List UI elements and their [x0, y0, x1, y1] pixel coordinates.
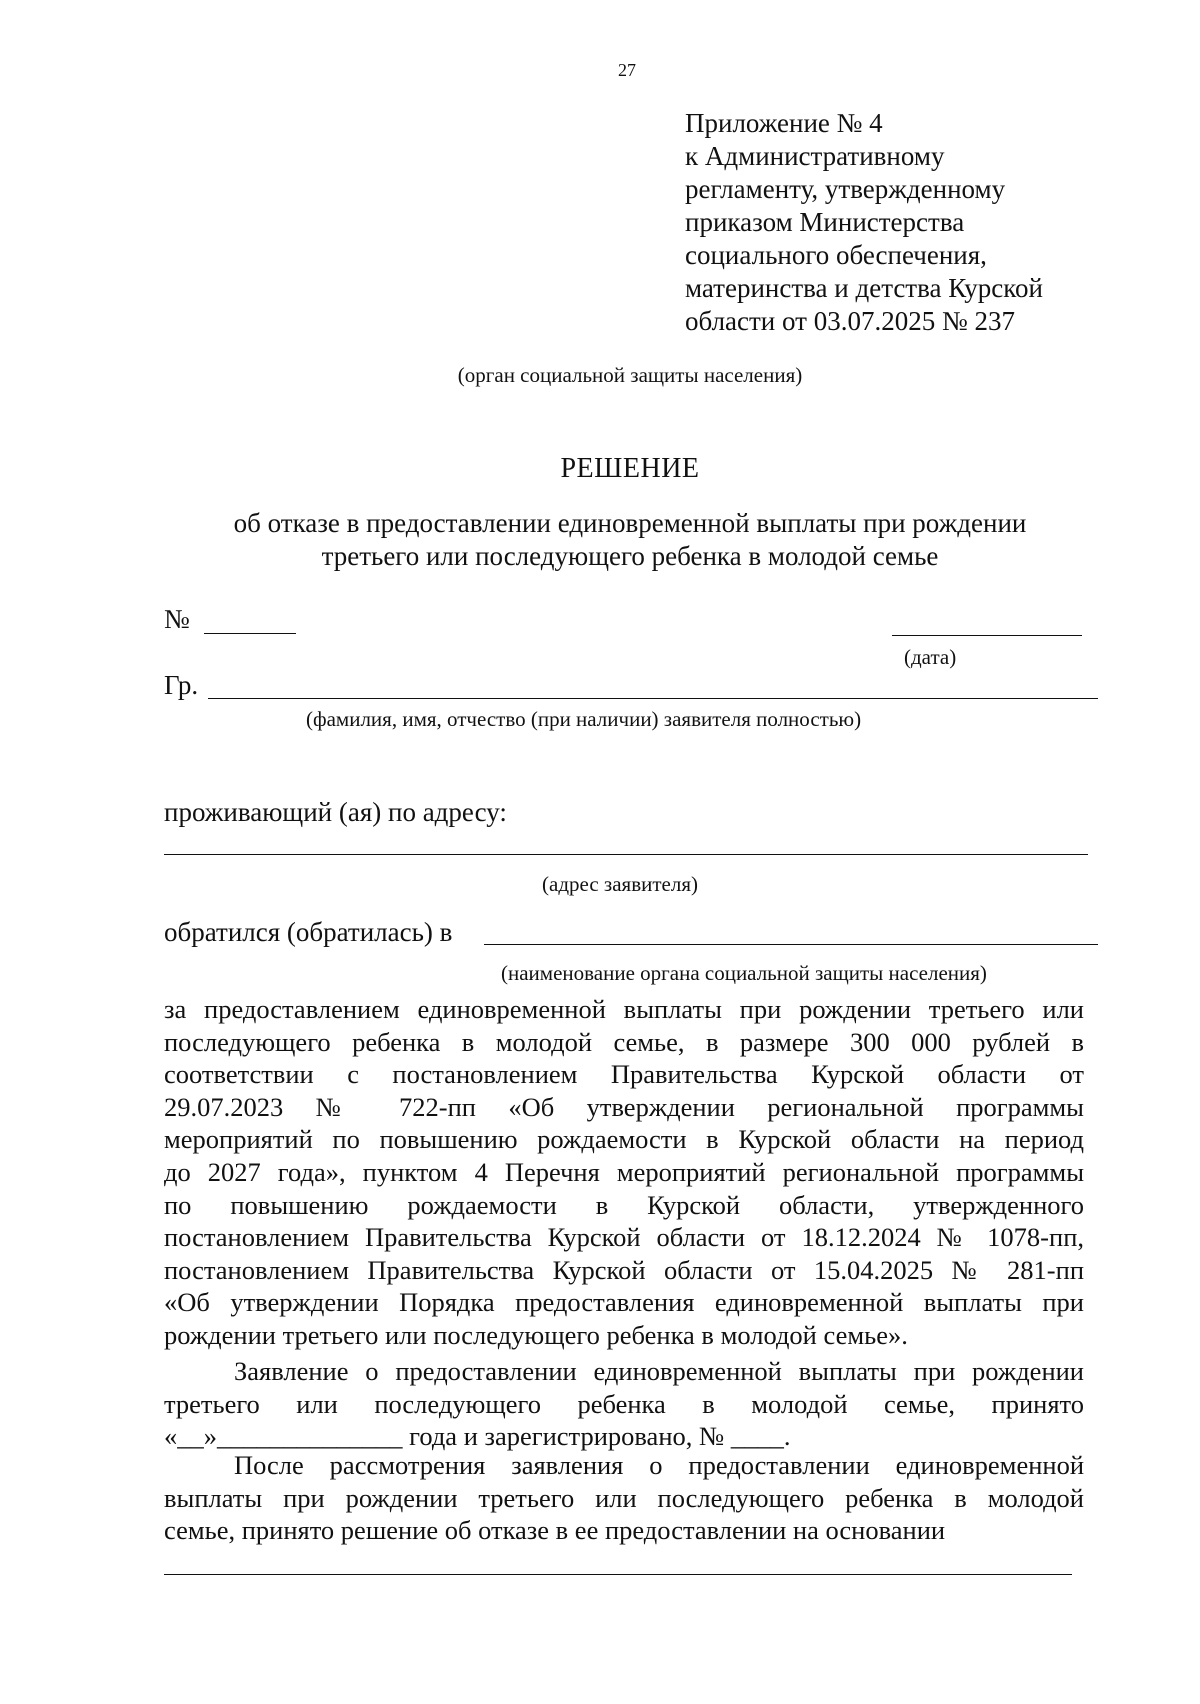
appendix-line: Приложение № 4	[685, 108, 883, 138]
appendix-line: приказом Министерства	[685, 207, 965, 237]
appendix-line: материнства и детства Курской	[685, 273, 1043, 303]
appendix-line: регламенту, утвержденному	[685, 174, 1006, 204]
grounds-line[interactable]	[164, 1574, 1072, 1575]
paragraph-line: выплаты при рождении третьего или последующего ребенка в молодой	[164, 1482, 1084, 1513]
paragraph-line: постановлением Правительства Курской области от 18.12.2024 № 1078-пп,	[164, 1222, 1084, 1253]
paragraph-line: После рассмотрения заявления о предоставлении единовременной	[234, 1450, 1084, 1480]
paragraph-line: соответствии с постановлением Правительства Курской области от	[164, 1059, 1084, 1090]
paragraph-line: «__»______________ года и зарегистрировано, № ____.	[164, 1421, 791, 1452]
paragraph-line: семье, принято решение об отказе в ее предоставлении на основании	[164, 1515, 946, 1546]
appendix-line: к Административному	[685, 141, 945, 171]
appendix-header	[685, 107, 1105, 338]
document-title: РЕШЕНИЕ	[560, 453, 700, 484]
applied-organ-line[interactable]	[484, 944, 1098, 945]
paragraph-line: третьего или последующего ребенка в молодой семье, принято	[164, 1388, 1084, 1419]
paragraph-line: мероприятий по повышению рождаемости в Курской области на период	[164, 1124, 1084, 1155]
paragraph-line: по повышению рождаемости в Курской области, утвержденного	[164, 1189, 1084, 1220]
address-label: проживающий (ая) по адресу:	[164, 797, 507, 827]
subtitle-line-1: об отказе в предоставлении единовременной выплаты при рождении	[233, 508, 1027, 538]
appendix-line: социального обеспечения,	[685, 240, 987, 270]
subtitle-line-2: третьего или последующего ребенка в молодой семье	[321, 541, 939, 571]
appendix-line: области от 03.07.2025 № 237	[685, 306, 1015, 336]
application-paragraph	[164, 1355, 1084, 1453]
applied-caption: (наименование органа социальной защиты населения)	[501, 961, 987, 985]
main-paragraph	[164, 993, 1084, 1352]
applied-label: обратился (обратилась) в	[164, 917, 453, 947]
number-label: №	[164, 604, 190, 634]
decision-paragraph	[164, 1449, 1084, 1547]
paragraph-line: последующего ребенка в молодой семье, в размере 300 000 рублей в	[164, 1026, 1084, 1057]
citizen-name-line[interactable]	[208, 698, 1098, 699]
paragraph-line: «Об утверждении Порядка предоставления единовременной выплаты при	[164, 1287, 1084, 1318]
page-number: 27	[618, 60, 636, 80]
paragraph-line: постановлением Правительства Курской области от 15.04.2025 № 281-пп	[164, 1254, 1084, 1285]
address-caption: (адрес заявителя)	[542, 872, 698, 896]
citizen-label: Гр.	[164, 670, 199, 700]
number-field-line[interactable]	[204, 633, 296, 634]
organ-caption: (орган социальной защиты населения)	[457, 363, 803, 387]
paragraph-line: Заявление о предоставлении единовременной выплаты при рождении	[234, 1356, 1084, 1386]
date-caption: (дата)	[904, 645, 957, 669]
paragraph-line: за предоставлением единовременной выплаты при рождении третьего или	[164, 994, 1084, 1024]
document-subtitle	[0, 507, 1200, 573]
date-field-line[interactable]	[892, 635, 1082, 636]
address-line[interactable]	[164, 854, 1088, 855]
paragraph-line: 29.07.2023 № 722-пп «Об утверждении региональной программы	[164, 1091, 1084, 1122]
citizen-caption: (фамилия, имя, отчество (при наличии) заявителя полностью)	[306, 707, 862, 731]
paragraph-line: до 2027 года», пунктом 4 Перечня мероприятий региональной программы	[164, 1156, 1084, 1187]
paragraph-line: рождении третьего или последующего ребенка в молодой семье».	[164, 1319, 908, 1350]
